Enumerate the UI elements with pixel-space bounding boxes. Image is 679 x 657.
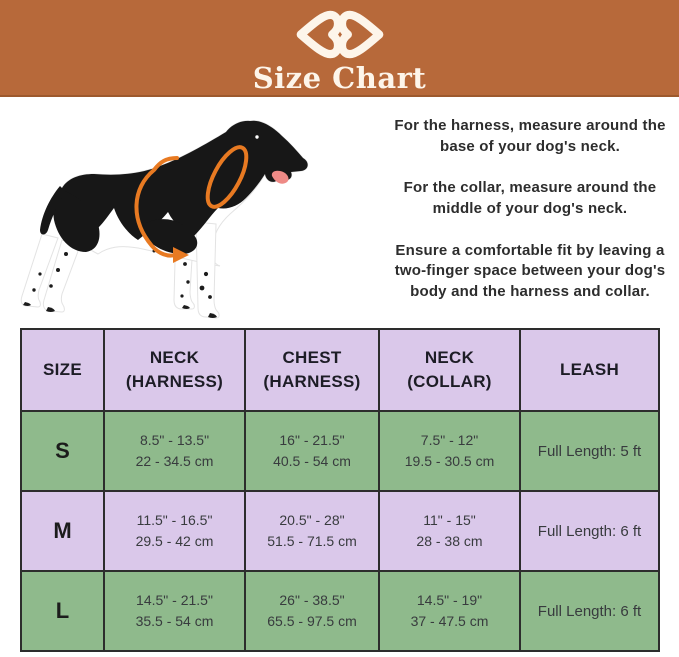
instruction-harness: For the harness, measure around the base of your dog's neck. xyxy=(394,117,666,155)
cell-s-leash: Full Length: 5 ft xyxy=(520,411,659,491)
size-row-l xyxy=(21,571,659,651)
range-cm: 29.5 - 42 cm xyxy=(135,533,214,549)
cell-m-neck-collar xyxy=(379,491,520,571)
cell-s-size: S xyxy=(21,411,104,491)
size-row-m xyxy=(21,491,659,571)
cell-l-neck-harness xyxy=(104,571,245,651)
size-chart-table xyxy=(20,328,660,652)
range-inches: 14.5" - 19" xyxy=(416,592,483,608)
range-inches: 7.5" - 12" xyxy=(420,432,479,448)
range-cm: 19.5 - 30.5 cm xyxy=(404,453,495,469)
range-cm: 35.5 - 54 cm xyxy=(135,613,214,629)
instruction-collar: For the collar, measure around the middle of your dog's neck. xyxy=(403,179,657,218)
dog-illustration xyxy=(14,104,332,330)
header-label: LEASH xyxy=(559,360,620,379)
range-inches: 11" - 15" xyxy=(423,512,476,528)
cell-s-neck-collar xyxy=(379,411,520,491)
cell-l-leash: Full Length: 6 ft xyxy=(520,571,659,651)
range-inches: 8.5" - 13.5" xyxy=(139,432,210,448)
cell-s-neck-harness xyxy=(104,411,245,491)
range-cm: 65.5 - 97.5 cm xyxy=(267,613,357,629)
dog-near-front-leg xyxy=(196,222,219,318)
header-band xyxy=(0,0,679,97)
range-inches: 16" - 21.5" xyxy=(279,432,345,448)
dog-photo xyxy=(14,104,332,330)
heart-infinity-logo-icon xyxy=(290,9,390,60)
page-title: Size Chart xyxy=(252,61,427,95)
range-cm: 37 - 47.5 cm xyxy=(410,613,489,629)
cell-m-leash: Full Length: 6 ft xyxy=(520,491,659,571)
dog-eye xyxy=(255,135,258,138)
range-inches: 20.5" - 28" xyxy=(279,512,345,528)
dog-black-coat xyxy=(61,121,307,240)
header-label: (HARNESS) xyxy=(125,372,224,391)
table-header-row xyxy=(21,329,659,411)
header-label: NECK xyxy=(149,348,200,367)
cell-l-size: L xyxy=(21,571,104,651)
size-row-s xyxy=(21,411,659,491)
header-label: (COLLAR) xyxy=(407,372,492,391)
cell-m-neck-harness xyxy=(104,491,245,571)
header-label: (HARNESS) xyxy=(263,372,361,391)
range-inches: 26" - 38.5" xyxy=(279,592,345,608)
cell-l-chest-harness xyxy=(245,571,379,651)
header-cell-leash xyxy=(520,329,659,411)
instruction-fit: Ensure a comfortable fit by leaving a two-finger space between your dog's body and the harness and collar. xyxy=(394,241,666,301)
cell-m-chest-harness xyxy=(245,491,379,571)
header-cell-neck-collar xyxy=(379,329,520,411)
header-cell-chest-harness xyxy=(245,329,379,411)
measuring-instructions xyxy=(388,116,672,324)
header-label: CHEST xyxy=(282,348,342,367)
header-label: SIZE xyxy=(43,360,82,379)
header-cell-size xyxy=(21,329,104,411)
size-table-container xyxy=(20,328,660,652)
cell-s-chest-harness xyxy=(245,411,379,491)
header-cell-neck-harness xyxy=(104,329,245,411)
range-inches: 11.5" - 16.5" xyxy=(136,512,213,528)
range-cm: 51.5 - 71.5 cm xyxy=(267,533,357,549)
range-cm: 28 - 38 cm xyxy=(416,533,483,549)
range-cm: 40.5 - 54 cm xyxy=(273,453,351,469)
header-label: NECK xyxy=(424,348,475,367)
cell-m-size: M xyxy=(21,491,104,571)
cell-l-neck-collar xyxy=(379,571,520,651)
range-cm: 22 - 34.5 cm xyxy=(135,453,214,469)
range-inches: 14.5" - 21.5" xyxy=(136,592,213,608)
